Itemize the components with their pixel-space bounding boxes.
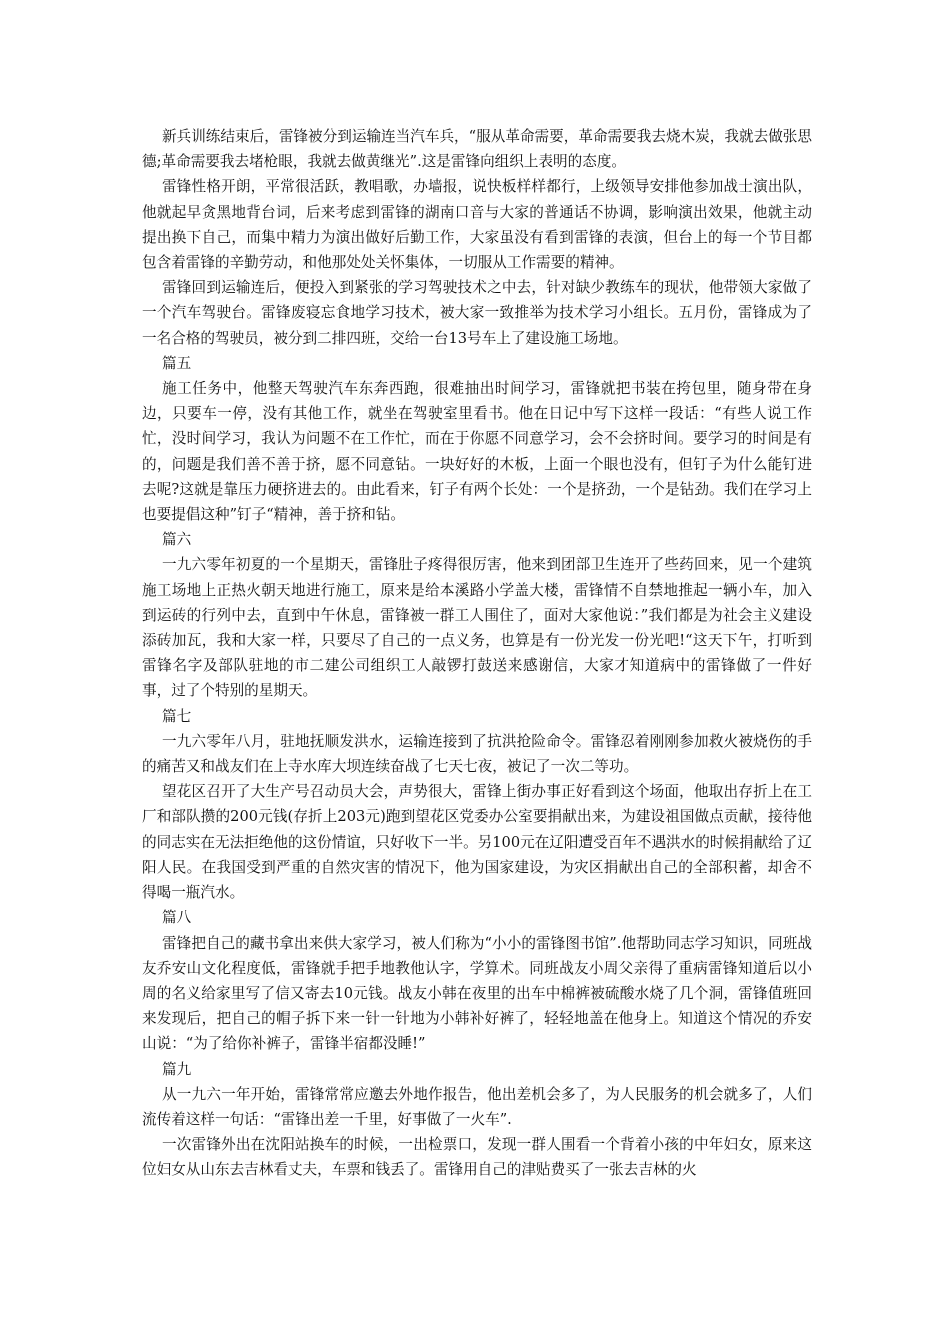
- paragraph: 一次雷锋外出在沈阳站换车的时候，一出检票口，发现一群人围看一个背着小孩的中年妇女，原来这位妇女从山东去吉林看丈夫，车票和钱丢了。雷锋用自己的津贴费买了一张去吉林的火: [142, 1136, 812, 1179]
- paragraph: 望花区召开了大生产号召动员大会，声势很大，雷锋上街办事正好看到这个场面，他取出存折上在工厂和部队攒的200元钱(存折上203元)跑到望花区党委办公室要捐献出来，为建设祖国做点贡献，接待他的同志实在无法拒绝他的这份情谊，只好收下一半。另100元在辽阳遭受百年不遇洪水的时候捐献给了辽阳人民。在我国受到严重的自然灾害的情况下，他为国家建设，为灾区捐献出自己的全部积蓄，却舍不得喝一瓶汽水。: [142, 783, 812, 902]
- paragraph: 从一九六一年开始，雷锋常常应邀去外地作报告，他出差机会多了，为人民服务的机会就多了，人们流传着这样一句话：“雷锋出差一千里，好事做了一火车”.: [142, 1085, 812, 1128]
- paragraph: 一九六零年初夏的一个星期天，雷锋肚子疼得很厉害，他来到团部卫生连开了些药回来，见一个建筑施工场地上正热火朝天地进行施工，原来是给本溪路小学盖大楼，雷锋情不自禁地推起一辆小车，加入到运砖的行列中去，直到中午休息，雷锋被一群工人围住了，面对大家他说：”我们都是为社会主义建设添砖加瓦，我和大家一样，只要尽了自己的一点义务，也算是有一份光发一份光吧!“这天下午，打听到雷锋名字及部队驻地的市二建公司组织工人敲锣打鼓送来感谢信，大家才知道病中的雷锋做了一件好事，过了个特别的星期天。: [142, 556, 812, 700]
- paragraph: 新兵训练结束后，雷锋被分到运输连当汽车兵，“服从革命需要，革命需要我去烧木炭，我就去做张思德;革命需要我去堵枪眼，我就去做黄继光”.这是雷锋向组织上表明的态度。: [142, 128, 812, 171]
- paragraph: 雷锋性格开朗，平常很活跃，教唱歌，办墙报，说快板样样都行，上级领导安排他参加战士演出队，他就起早贪黑地背台词，后来考虑到雷锋的湖南口音与大家的普通话不协调，影响演出效果，他就主动提出换下自己，而集中精力为演出做好后勤工作，大家虽没有看到雷锋的表演，但台上的每一个节目都包含着雷锋的辛勤劳动，和他那处处关怀集体，一切服从工作需要的精神。: [142, 178, 812, 272]
- paragraph: 雷锋把自己的藏书拿出来供大家学习，被人们称为“小小的雷锋图书馆”.他帮助同志学习知识，同班战友乔安山文化程度低，雷锋就手把手地教他认字，学算术。同班战友小周父亲得了重病雷锋知道后以小周的名义给家里写了信又寄去10元钱。战友小韩在夜里的出车中棉裤被硫酸水烧了几个洞，雷锋值班回来发现后，把自己的帽子拆下来一针一针地为小韩补好裤了，轻轻地盖在他身上。知道这个情况的乔安山说：“为了给你补裤子，雷锋半宿都没睡!”: [142, 934, 812, 1053]
- section-heading: 篇八: [162, 909, 192, 927]
- section-heading: 篇七: [162, 707, 192, 725]
- section-heading: 篇九: [162, 1060, 192, 1078]
- paragraph: 一九六零年八月，驻地抚顺发洪水，运输连接到了抗洪抢险命令。雷锋忍着刚刚参加救火被烧伤的手的痛苦又和战友们在上寺水库大坝连续奋战了七天七夜，被记了一次二等功。: [142, 732, 812, 776]
- paragraph: 施工任务中，他整天驾驶汽车东奔西跑，很难抽出时间学习，雷锋就把书装在挎包里，随身带在身边，只要车一停，没有其他工作，就坐在驾驶室里看书。他在日记中写下这样一段话：“有些人说工作忙，没时间学习，我认为问题不在工作忙，而在于你愿不同意学习，会不会挤时间。要学习的时间是有的，问题是我们善不善于挤，愿不同意钻。一块好好的木板，上面一个眼也没有，但钉子为什么能钉进去呢?这就是靠压力硬挤进去的。由此看来，钉子有两个长处：一个是挤劲，一个是钻劲。我们在学习上也要提倡这种”钉子“精神，善于挤和钻。: [142, 380, 812, 524]
- paragraph: 雷锋回到运输连后，便投入到紧张的学习驾驶技术之中去，针对缺少教练车的现状，他带领大家做了一个汽车驾驶台。雷锋废寝忘食地学习技术，被大家一致推举为技术学习小组长。五月份，雷锋成为了一名合格的驾驶员，被分到二排四班，交给一台13号车上了建设施工场地。: [142, 279, 812, 347]
- section-heading: 篇五: [162, 354, 192, 372]
- document-page: [142, 124, 812, 1183]
- section-heading: 篇六: [162, 531, 192, 549]
